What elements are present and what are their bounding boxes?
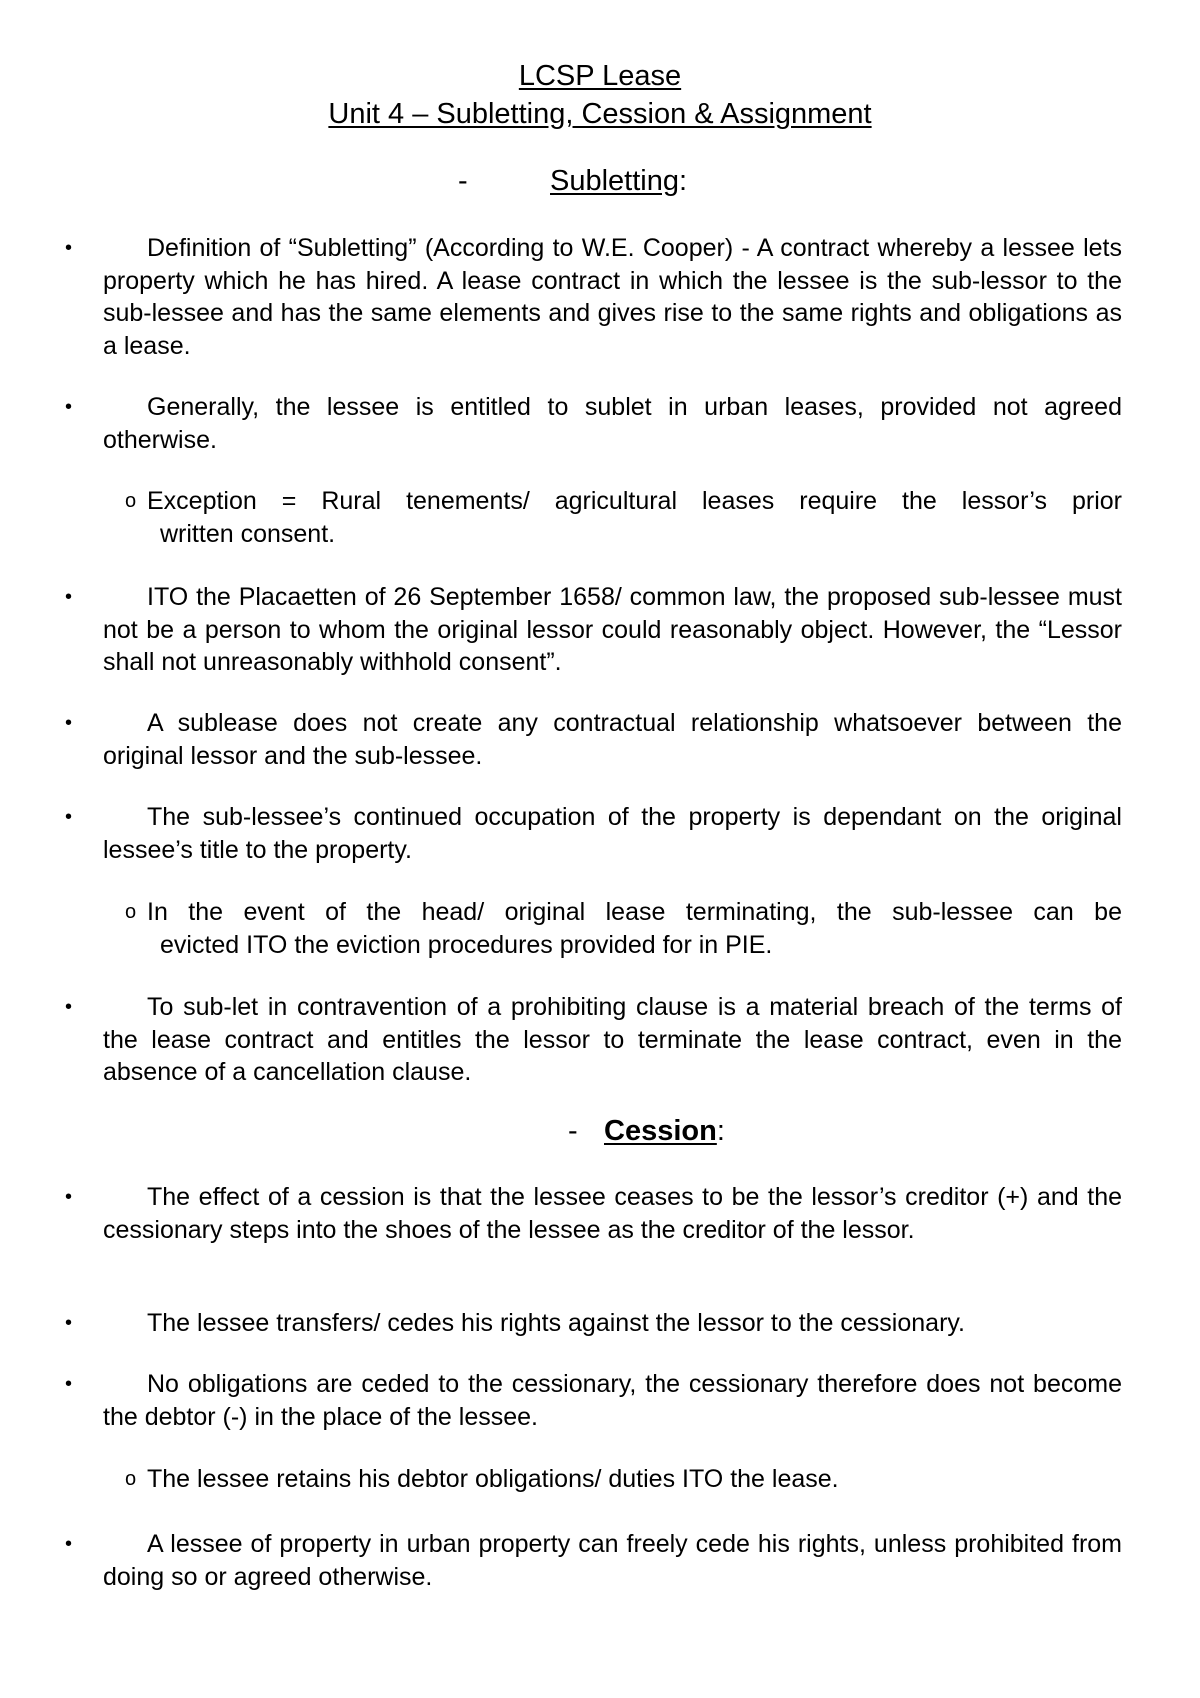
- list-item: [103, 1307, 1122, 1340]
- sub-list-item-text: written consent.: [160, 520, 336, 548]
- document-subtitle: Unit 4 – Subletting, Cession & Assignment: [328, 98, 872, 130]
- sub-list-item: [147, 896, 1122, 962]
- sub-bullet-icon: o: [125, 901, 137, 923]
- bullet-icon: •: [65, 712, 73, 734]
- heading-dash: -: [458, 165, 468, 197]
- list-item: [103, 232, 1122, 362]
- list-item: [103, 707, 1122, 772]
- sub-list-item: [147, 1463, 1122, 1496]
- sub-list-item-text: In the event of the head/ original lease terminating, the sub-lessee can be: [147, 898, 1122, 926]
- heading-text: Cession: [604, 1115, 717, 1147]
- list-item-text: Definition of “Subletting” (According to W.E. Cooper) - A contract whereby a lessee lets property which he has hired. A lease contract in which the lessee is the sub-lessor to the sub-lessee and has the same elements and gives rise to the same rights and obligations as a lease.: [103, 234, 1122, 360]
- bullet-icon: •: [65, 996, 73, 1018]
- heading-text: Subletting: [550, 165, 679, 197]
- list-item-text: The sub-lessee’s continued occupation of the property is dependant on the original lessee’s title to the property.: [103, 803, 1122, 864]
- list-item-text: The lessee transfers/ cedes his rights against the lessor to the cessionary.: [147, 1309, 965, 1337]
- section-heading-subletting: [458, 165, 687, 198]
- sub-bullet-icon: o: [125, 490, 137, 512]
- heading-dash: -: [568, 1115, 578, 1147]
- list-item: [103, 581, 1122, 679]
- sub-bullet-icon: o: [125, 1468, 137, 1490]
- heading-colon: :: [679, 165, 688, 197]
- bullet-icon: •: [65, 1533, 73, 1555]
- bullet-icon: •: [65, 806, 73, 828]
- bullet-icon: •: [65, 396, 73, 418]
- list-item-text: Generally, the lessee is entitled to sublet in urban leases, provided not agreed otherwise.: [103, 393, 1122, 454]
- document-title: LCSP Lease: [518, 60, 682, 92]
- list-item: [103, 1528, 1122, 1593]
- list-item-text: A lessee of property in urban property can freely cede his rights, unless prohibited from doing so or agreed otherwise.: [103, 1530, 1122, 1591]
- bullet-icon: •: [65, 1186, 73, 1208]
- list-item-text: To sub-let in contravention of a prohibiting clause is a material breach of the terms of the lease contract and entitles the lessor to terminate the lease contract, even in the absence of a cancellation clause.: [103, 993, 1122, 1086]
- bullet-icon: •: [65, 1312, 73, 1334]
- sub-list-item-text: evicted ITO the eviction procedures provided for in PIE.: [160, 931, 773, 959]
- list-item-text: A sublease does not create any contractual relationship whatsoever between the original lessor and the sub-lessee.: [103, 709, 1122, 770]
- bullet-icon: •: [65, 586, 73, 608]
- list-item-text: ITO the Placaetten of 26 September 1658/ common law, the proposed sub-lessee must not be a person to whom the original lessor could reasonably object. However, the “Lessor shall not unreasonably withhold consent”.: [103, 583, 1122, 676]
- list-item: [103, 1181, 1122, 1246]
- list-item-text: No obligations are ceded to the cessionary, the cessionary therefore does not become the debtor (-) in the place of the lessee.: [103, 1370, 1122, 1431]
- section-heading-cession: [568, 1115, 725, 1148]
- list-item: [103, 1368, 1122, 1433]
- sub-list-item-text: Exception = Rural tenements/ agricultural leases require the lessor’s prior: [147, 487, 1122, 515]
- list-item: [103, 991, 1122, 1089]
- sub-list-item-text: The lessee retains his debtor obligations/ duties ITO the lease.: [147, 1465, 839, 1493]
- heading-colon: :: [716, 1115, 725, 1147]
- list-item-text: The effect of a cession is that the lessee ceases to be the lessor’s creditor (+) and the cessionary steps into the shoes of the lessee as the creditor of the lessor.: [103, 1183, 1122, 1244]
- list-item: [103, 801, 1122, 866]
- bullet-icon: •: [65, 237, 73, 259]
- bullet-icon: •: [65, 1373, 73, 1395]
- sub-list-item: [147, 485, 1122, 551]
- list-item: [103, 391, 1122, 456]
